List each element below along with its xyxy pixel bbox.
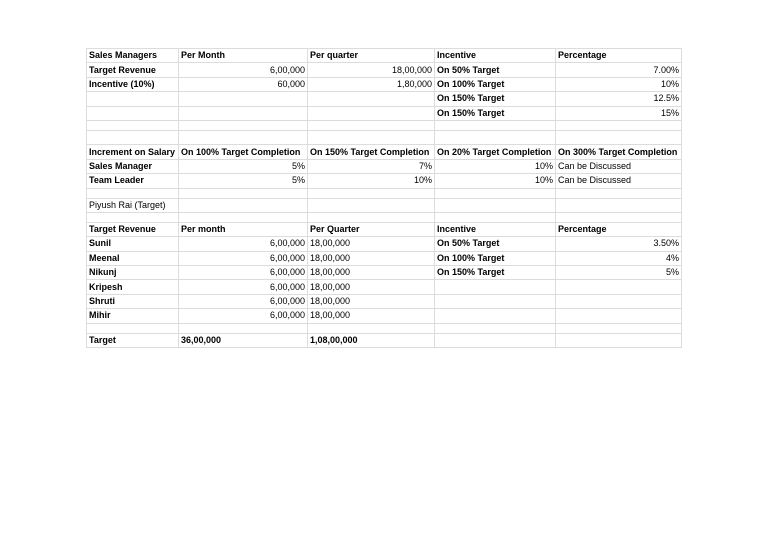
table-cell[interactable]: 4% xyxy=(556,251,682,265)
table-cell[interactable]: Meenal xyxy=(87,251,179,265)
table-cell[interactable] xyxy=(556,323,682,333)
table-row xyxy=(87,294,682,308)
table-cell[interactable] xyxy=(308,92,435,106)
table-cell[interactable] xyxy=(179,188,308,198)
table-row xyxy=(87,130,682,144)
table-cell[interactable] xyxy=(556,294,682,308)
table-cell[interactable]: 1,08,00,000 xyxy=(308,333,435,347)
table-cell[interactable] xyxy=(435,309,556,323)
table-cell[interactable] xyxy=(308,188,435,198)
table-cell[interactable] xyxy=(435,188,556,198)
table-cell[interactable]: 18,00,000 xyxy=(308,266,435,280)
table-cell[interactable]: On 20% Target Completion xyxy=(435,145,556,159)
table-cell[interactable]: Percentage xyxy=(556,222,682,236)
table-cell[interactable]: Per month xyxy=(179,222,308,236)
table-cell[interactable]: On 50% Target xyxy=(435,237,556,251)
table-cell[interactable] xyxy=(308,212,435,222)
table-row xyxy=(87,174,682,188)
table-cell[interactable] xyxy=(179,92,308,106)
table-cell[interactable]: 5% xyxy=(179,159,308,173)
table-cell[interactable]: 6,00,000 xyxy=(179,266,308,280)
table-cell[interactable] xyxy=(308,106,435,120)
table-cell[interactable]: 6,00,000 xyxy=(179,251,308,265)
table-cell[interactable]: Per Month xyxy=(179,49,308,63)
table-cell[interactable]: 5% xyxy=(556,266,682,280)
table-cell[interactable]: 18,00,000 xyxy=(308,309,435,323)
table-row xyxy=(87,280,682,294)
table-cell[interactable]: Target Revenue xyxy=(87,63,179,77)
table-cell[interactable]: On 100% Target xyxy=(435,251,556,265)
table-cell[interactable]: Can be Discussed xyxy=(556,159,682,173)
table-cell[interactable] xyxy=(556,212,682,222)
table-cell[interactable]: Per Quarter xyxy=(308,222,435,236)
table-cell[interactable] xyxy=(556,130,682,144)
table-cell[interactable] xyxy=(308,198,435,212)
table-cell[interactable]: Sales Managers xyxy=(87,49,179,63)
table-cell[interactable]: 10% xyxy=(435,159,556,173)
table-cell[interactable]: 18,00,000 xyxy=(308,280,435,294)
table-cell[interactable] xyxy=(556,333,682,347)
table-cell[interactable]: 10% xyxy=(556,77,682,91)
spreadsheet-body xyxy=(87,49,682,348)
table-cell[interactable] xyxy=(435,120,556,130)
table-cell[interactable]: 7% xyxy=(308,159,435,173)
table-cell[interactable]: 6,00,000 xyxy=(179,280,308,294)
table-cell[interactable] xyxy=(308,323,435,333)
table-row xyxy=(87,212,682,222)
table-cell[interactable]: On 300% Target Completion xyxy=(556,145,682,159)
table-cell[interactable]: Team Leader xyxy=(87,174,179,188)
table-cell[interactable]: Sales Manager xyxy=(87,159,179,173)
table-cell[interactable]: Sunil xyxy=(87,237,179,251)
table-cell[interactable] xyxy=(435,212,556,222)
table-cell[interactable]: 36,00,000 xyxy=(179,333,308,347)
table-cell[interactable]: Kripesh xyxy=(87,280,179,294)
table-cell[interactable] xyxy=(556,309,682,323)
table-cell[interactable] xyxy=(179,212,308,222)
table-cell[interactable]: 1,80,000 xyxy=(308,77,435,91)
table-cell[interactable]: Can be Discussed xyxy=(556,174,682,188)
table-cell[interactable] xyxy=(556,120,682,130)
table-cell[interactable]: 18,00,000 xyxy=(308,237,435,251)
table-cell[interactable] xyxy=(556,198,682,212)
table-cell[interactable] xyxy=(435,280,556,294)
table-cell[interactable] xyxy=(179,120,308,130)
table-cell[interactable] xyxy=(435,333,556,347)
table-cell[interactable] xyxy=(435,198,556,212)
table-cell[interactable] xyxy=(87,92,179,106)
table-cell[interactable]: 6,00,000 xyxy=(179,237,308,251)
table-row xyxy=(87,63,682,77)
table-row xyxy=(87,49,682,63)
table-row xyxy=(87,159,682,173)
spreadsheet-table xyxy=(86,48,682,348)
table-cell[interactable] xyxy=(179,198,308,212)
table-cell[interactable]: Incentive xyxy=(435,222,556,236)
table-cell[interactable] xyxy=(87,106,179,120)
table-cell[interactable]: 12.5% xyxy=(556,92,682,106)
table-row xyxy=(87,222,682,236)
table-cell[interactable]: Target xyxy=(87,333,179,347)
table-cell[interactable]: 7.00% xyxy=(556,63,682,77)
table-cell[interactable]: Piyush Rai (Target) xyxy=(87,198,179,212)
table-cell[interactable] xyxy=(435,323,556,333)
table-cell[interactable] xyxy=(179,130,308,144)
table-cell[interactable]: Target Revenue xyxy=(87,222,179,236)
table-row xyxy=(87,120,682,130)
table-cell[interactable] xyxy=(87,188,179,198)
table-cell[interactable]: On 50% Target xyxy=(435,63,556,77)
table-cell[interactable] xyxy=(435,130,556,144)
table-cell[interactable]: 18,00,000 xyxy=(308,63,435,77)
table-cell[interactable]: On 150% Target Completion xyxy=(308,145,435,159)
table-cell[interactable]: 6,00,000 xyxy=(179,309,308,323)
table-row xyxy=(87,237,682,251)
table-cell[interactable]: Mihir xyxy=(87,309,179,323)
table-cell[interactable]: On 150% Target xyxy=(435,106,556,120)
table-row xyxy=(87,106,682,120)
table-cell[interactable]: Per quarter xyxy=(308,49,435,63)
table-row xyxy=(87,198,682,212)
table-cell[interactable]: Incentive (10%) xyxy=(87,77,179,91)
table-cell[interactable]: 18,00,000 xyxy=(308,294,435,308)
table-cell[interactable]: 3.50% xyxy=(556,237,682,251)
table-row xyxy=(87,92,682,106)
table-cell[interactable]: On 100% Target xyxy=(435,77,556,91)
table-cell[interactable]: On 100% Target Completion xyxy=(179,145,308,159)
table-cell[interactable]: Increment on Salary xyxy=(87,145,179,159)
table-cell[interactable]: 10% xyxy=(308,174,435,188)
table-cell[interactable] xyxy=(87,323,179,333)
table-row xyxy=(87,77,682,91)
table-cell[interactable] xyxy=(179,106,308,120)
table-cell[interactable]: On 150% Target xyxy=(435,92,556,106)
table-cell[interactable]: 5% xyxy=(179,174,308,188)
table-cell[interactable]: 6,00,000 xyxy=(179,294,308,308)
table-cell[interactable]: On 150% Target xyxy=(435,266,556,280)
table-cell[interactable]: 60,000 xyxy=(179,77,308,91)
table-cell[interactable]: 18,00,000 xyxy=(308,251,435,265)
table-row xyxy=(87,251,682,265)
table-cell[interactable] xyxy=(87,212,179,222)
table-row xyxy=(87,188,682,198)
table-row xyxy=(87,333,682,347)
table-cell[interactable] xyxy=(435,294,556,308)
table-row xyxy=(87,266,682,280)
table-cell[interactable]: 15% xyxy=(556,106,682,120)
table-cell[interactable]: Percentage xyxy=(556,49,682,63)
table-cell[interactable] xyxy=(87,120,179,130)
table-cell[interactable]: 6,00,000 xyxy=(179,63,308,77)
table-cell[interactable]: 10% xyxy=(435,174,556,188)
table-row xyxy=(87,145,682,159)
table-cell[interactable] xyxy=(179,323,308,333)
table-cell[interactable] xyxy=(308,130,435,144)
table-cell[interactable] xyxy=(308,120,435,130)
table-cell[interactable]: Shruti xyxy=(87,294,179,308)
table-row xyxy=(87,309,682,323)
table-cell[interactable] xyxy=(556,188,682,198)
table-row xyxy=(87,323,682,333)
table-cell[interactable] xyxy=(87,130,179,144)
table-cell[interactable]: Nikunj xyxy=(87,266,179,280)
table-cell[interactable]: Incentive xyxy=(435,49,556,63)
table-cell[interactable] xyxy=(556,280,682,294)
